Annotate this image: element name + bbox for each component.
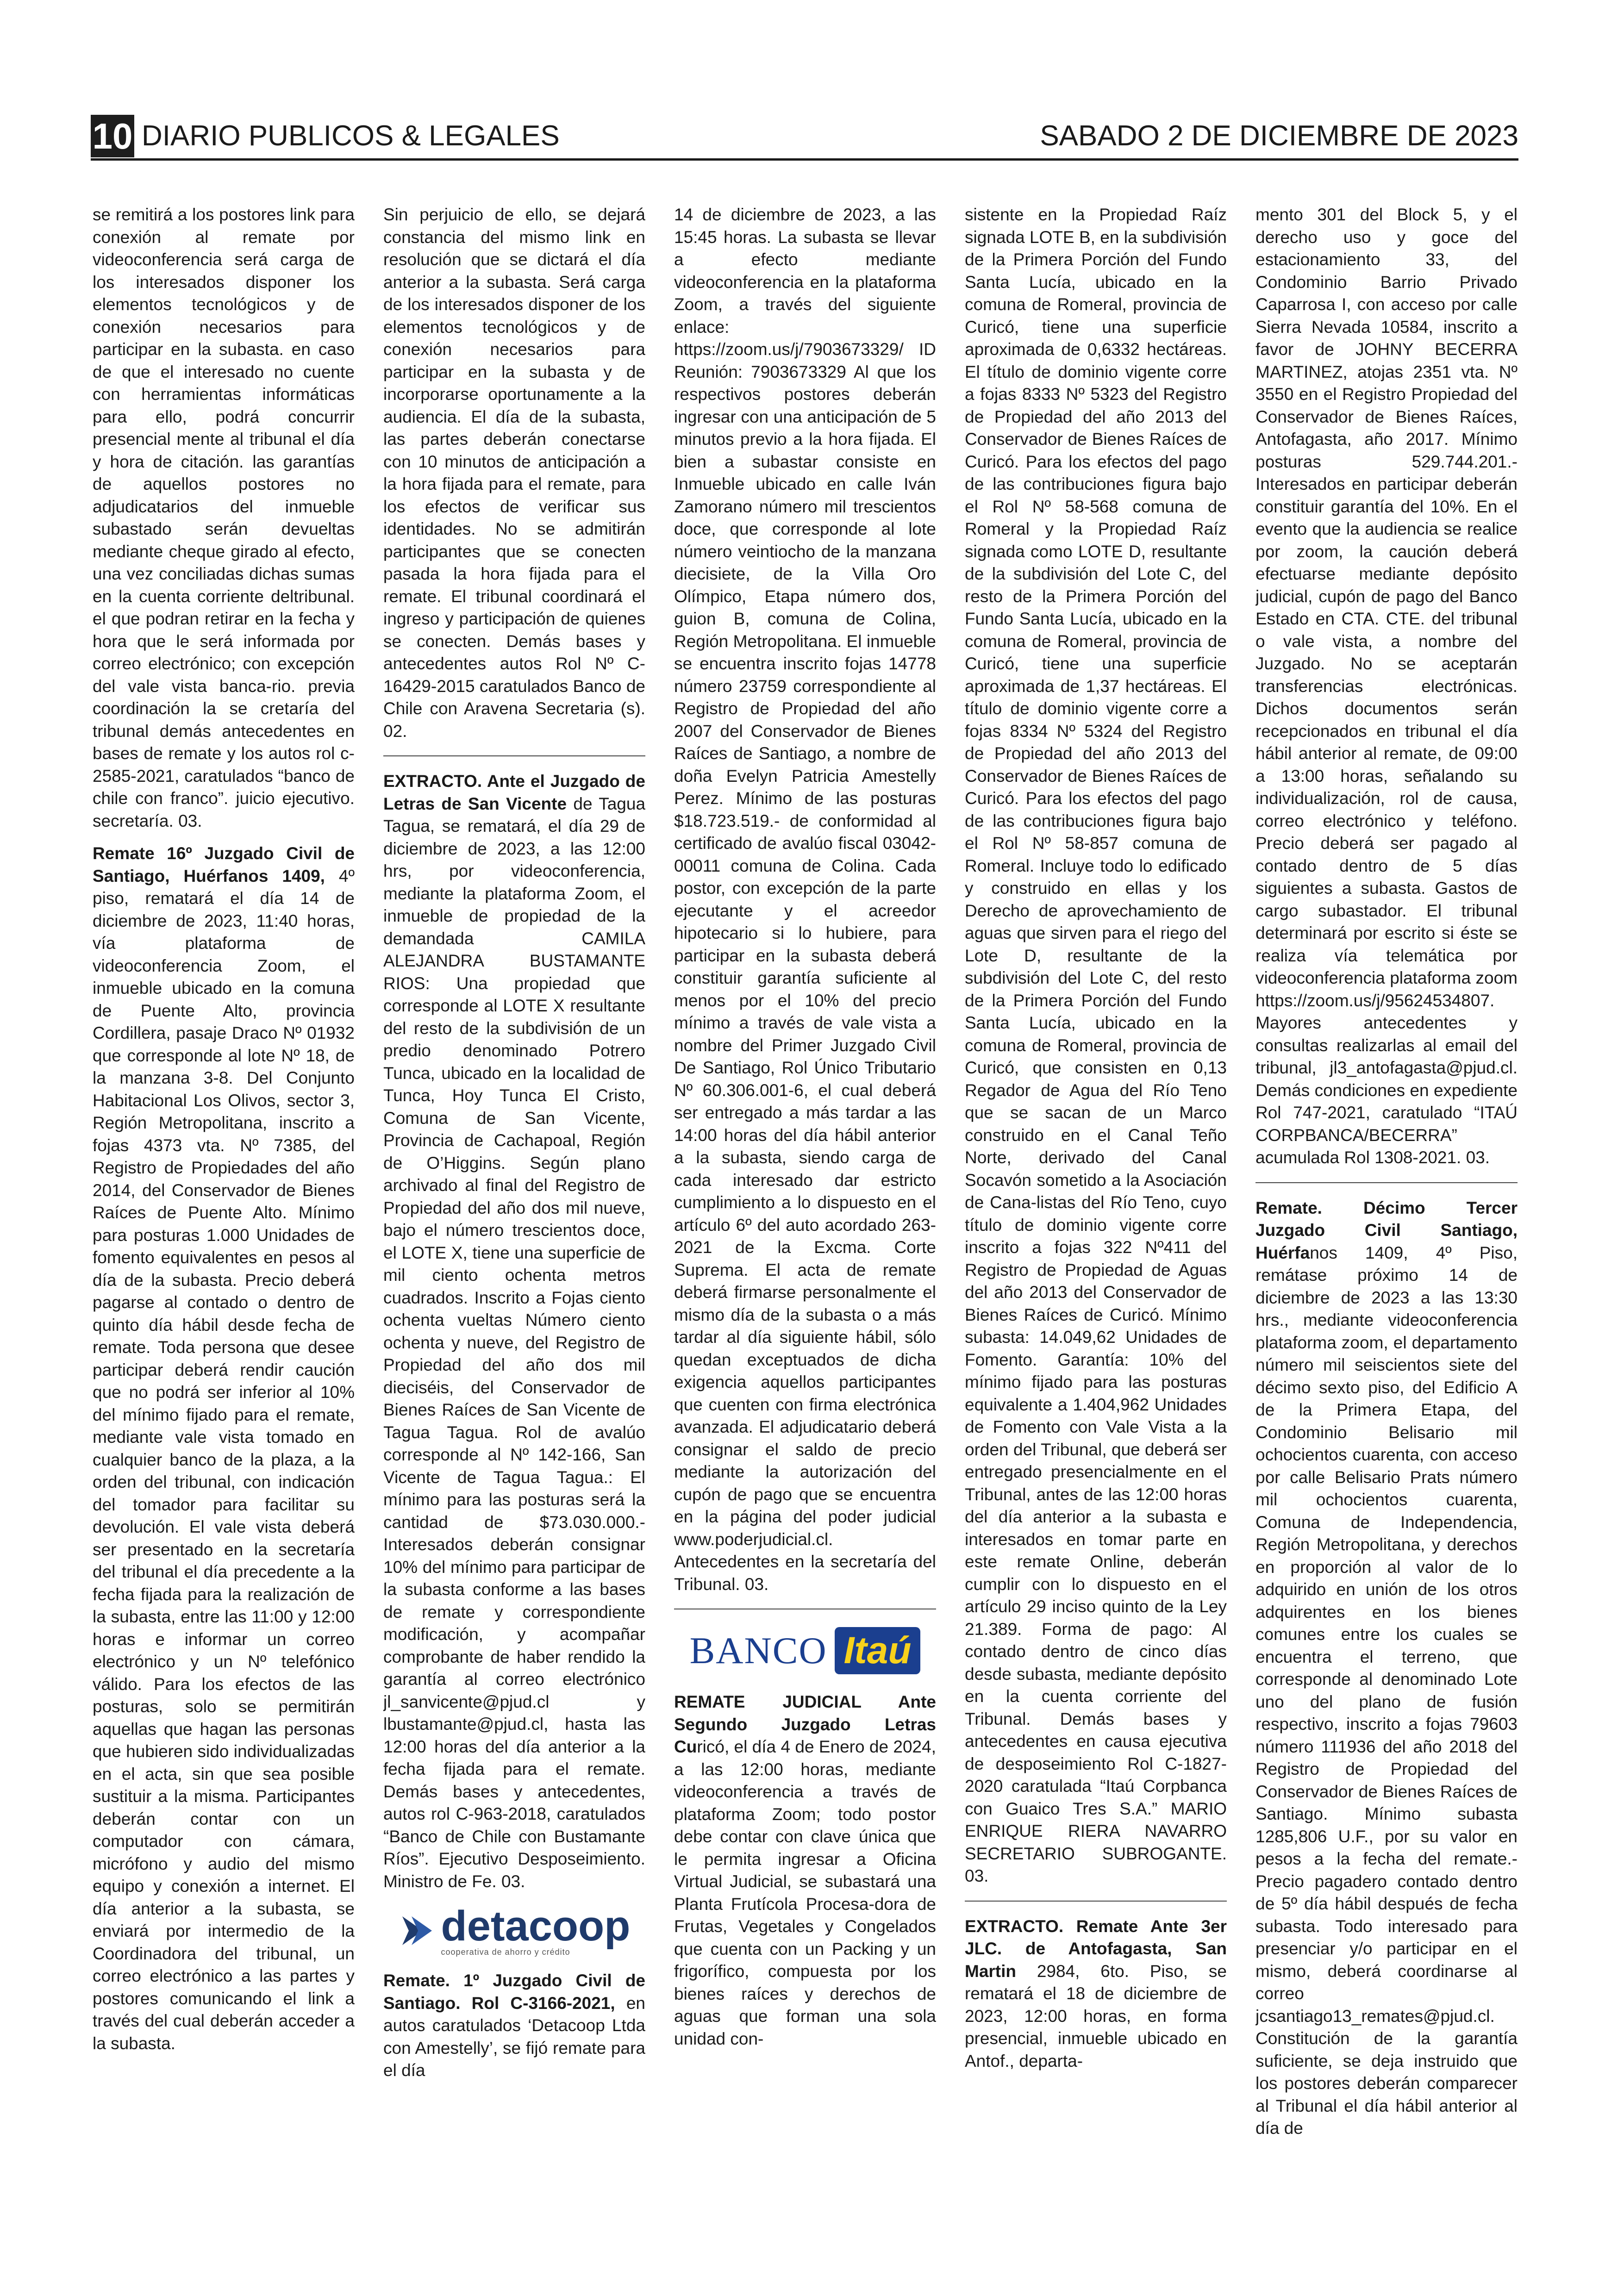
column-3 xyxy=(674,204,936,2259)
detacoop-logo xyxy=(383,1903,645,1958)
notice-text: de Tagua Tagua, se rematará, el día 29 de diciembre de 2023, a las 12:00 hrs, por videoconferencia, mediante la plataforma Zoom, el inmueble de propiedad de la demandada CAMILA ALEJANDRA BUSTAMANTE RIOS: Una propiedad que corresponde al LOTE X resultante del resto de la subdivisión de un predio denominado Potrero Tunca, ubicado en la localidad de Tunca, Hoy Tunca El Cristo, Comuna de San Vicente, Provincia de Cachapoal, Región de O’Higgins. Según plano archivado al final del Registro de Propiedad del año dos mil nueve, bajo el número trescientos doce, el LOTE X, tiene una superficie de mil ciento ochenta metros cuadrados. Inscrito a Fojas ciento ochenta vueltas Número ciento ochenta y nueve, del Registro de Propiedad del año dos mil dieciséis, del Conservador de Bienes Raíces de San Vicente de Tagua Tagua. Rol de avalúo corresponde al Nº 142-166, San Vicente de Tagua Tagua.: El mínimo para las posturas será la cantidad de $73.030.000.- Interesados deberán consignar 10% del mínimo para participar de la subasta conforme a las bases de remate y correspondiente modificación, y acompañar comprobante de haber rendido la garantía al correo electrónico jl_sanvicente@pjud.cl y lbustamante@pjud.cl, hasta las 12:00 horas del día anterior a la fecha fijada para el remate. Demás bases y antecedentes, autos rol C-963-2018, caratulados “Banco de Chile con Bustamante Ríos”. Ejecutivo Desposeimiento. Ministro de Fe. 03. xyxy=(383,794,645,1891)
banco-itau-logo xyxy=(674,1623,936,1678)
page-number: 10 xyxy=(91,115,134,157)
notice xyxy=(965,1915,1227,2073)
column-1 xyxy=(93,204,355,2259)
header-rule xyxy=(91,158,1518,161)
notice xyxy=(1255,1197,1518,2140)
logo-bank-word: BANCO xyxy=(689,1629,827,1671)
divider xyxy=(965,1901,1227,1902)
notice-heading: Remate. Décimo Tercer Juzgado Civil Santiago, Huérfa xyxy=(1255,1198,1518,1262)
notice-text: 2984, 6to. Piso, se rematará el 18 de diciembre de 2023, 12:00 horas, en forma presencial, inmueble ubicado en Antof., departa- xyxy=(965,1961,1227,2070)
column-4 xyxy=(965,204,1227,2259)
notice-text: en autos caratulados ‘Detacoop Ltda con Amestelly’, se fijó remate para el día xyxy=(383,1993,645,2080)
notice-heading: EXTRACTO. Remate Ante 3er JLC. de Antofagasta, San Martin xyxy=(965,1916,1227,1981)
notice-text: Sin perjuicio de ello, se dejará constancia del mismo link en resolución que se dictará el día anterior a la subasta. Será carga de los interesados disponer de los elementos tecnológicos y de conexión necesarios para participar en la subasta y de incorporarse oportunamente a la audiencia. El día de la subasta, las partes deberán conectarse con 10 minutos de anticipación a la hora fijada para el remate, para los efectos de verificar sus identidades. No se admitirán participantes que se conecten pasada la hora fijada para el remate. El tribunal coordinará el ingreso y participación de quienes se conecten. Demás bases y antecedentes autos Rol Nº C-16429-2015 caratulados Banco de Chile con Aravena Secretaria (s). 02. xyxy=(383,205,645,741)
notice-heading: EXTRACTO. Ante el Juzgado de Letras de San Vicente xyxy=(383,772,645,813)
notice-text: sistente en la Propiedad Raíz signada LOTE B, en la subdivisión de la Primera Porción del Fundo Santa Lucía, ubicado en la comuna de Romeral, provincia de Curicó, tiene una superficie aproximada de 0,6332 hectáreas. El título de dominio vigente corre a fojas 8333 Nº 5323 del Registro de Propiedad del año 2013 del Conservador de Bienes Raíces de Curicó. Para los efectos del pago de las contribuciones figura bajo el Rol Nº 58-568 comuna de Romeral y la Propiedad Raíz signada como LOTE D, resultante de la subdivisión del Lote C, del resto de la Primera Porción del Fundo Santa Lucía, ubicado en la comuna de Romeral, provincia de Curicó, tiene una superficie aproximada de 1,37 hectáreas. El título de dominio vigente corre a fojas 8334 Nº 5324 del Registro de Propiedad del año 2013 del Conservador de Bienes Raíces de Curicó. Para los efectos del pago de las contribuciones figura bajo el Rol Nº 58-857 comuna de Romeral. Incluye todo lo edificado y construido en ellas y los Derecho de aprovechamiento de aguas que sirven para el riego del Lote D, resultante de la subdivisión del Lote C, del resto de la Primera Porción del Fundo Santa Lucía, ubicado en la comuna de Romeral, provincia de Curicó, que consisten en 0,13 Regador de Agua del Río Teno que se sacan de un Marco construido en el Canal Teño Norte, derivado del Canal Socavón sometido a la Asociación de Cana-listas del Río Teno, cuyo título de dominio vigente corre inscrito a fojas 322 Nº411 del Registro de Propiedad de Aguas del año 2013 del Conservador de Bienes Raíces de Curicó. Mínimo subasta: 14.049,62 Unidades de Fomento. Garantía: 10% del mínimo fijado para las posturas equivalente a 1.404,962 Unidades de Fomento con Vale Vista a la orden del Tribunal, que deberá ser entregado presencialmente en el Tribunal, antes de las 12:00 horas del día anterior a la subasta e interesados en tomar parte en este remate Online, deberán cumplir con lo dispuesto en el artículo 29 inciso quinto de la Ley 21.389. Forma de pago: Al contado dentro de cinco días desde subasta, mediante depósito en la cuenta corriente del Tribunal. Demás bases y antecedentes en causa ejecutiva de desposeimiento Rol C-1827-2020 caratulada “Itaú Corpbanca con Guaico Tres S.A.” MARIO ENRIQUE RIERA NAVARRO SECRETARIO SUBROGANTE. 03. xyxy=(965,205,1227,1885)
notice-text: mento 301 del Block 5, y el derecho uso y goce del estacionamiento 33, del Condominio Barrio Privado Caparrosa I, con acceso por calle Sierra Nevada 10584, inscrito a favor de JOHNY BECERRA MARTINEZ, atojas 2351 vta. Nº 3550 en el Registro Propiedad del Conservador de Bienes Raíces, Antofagasta, año 2017. Mínimo posturas 529.744.201.- Interesados en participar deberán constituir garantía del 10%. En el evento que la audiencia se realice por zoom, la caución deberá efectuarse mediante depósito judicial, cupón de pago del Banco Estado en CTA. CTE. del tribunal o vale vista, a nombre del Juzgado. No se aceptarán transferencias electrónicas. Dichos documentos serán recepcionados en tribunal el día hábil anterior al remate, de 09:00 a 13:00 horas, señalando su individualización, rol de causa, correo electrónico y teléfono. Precio deberá ser pagado al contado dentro de 5 días siguientes a subasta. Gastos de cargo subastador. El tribunal determinará por escrito si éste se realiza vía telemática por videoconferencia plataforma zoom https://zoom.us/j/95624534807. Mayores antecedentes y consultas realizarlas al email del tribunal, jl3_antofagasta@pjud.cl. Demás condiciones en expediente Rol 747-2021, caratulado “ITAÚ CORPBANCA/BECERRA” acumulada Rol 1308-2021. 03. xyxy=(1255,205,1518,1167)
divider xyxy=(1255,1182,1518,1183)
divider xyxy=(383,755,645,756)
notice xyxy=(93,842,355,2055)
notice xyxy=(383,1970,645,2082)
column-5 xyxy=(1255,204,1518,2259)
logo-brand-word: Itaú xyxy=(835,1627,921,1674)
notice-heading: Remate 16º Juzgado Civil de Santiago, Huérfanos 1409, xyxy=(93,844,355,886)
notice-text: se remitirá a los postores link para conexión al remate por videoconferencia será carga de los interesados disponer los elementos tecnológicos y de conexión necesarios para participar en la subasta. en caso de que el interesado no cuente con herramientas informáticas para ello, podrá concurrir presencial mente al tribunal el día y hora de citación. las garantías de aquellos postores no adjudicatarios del inmueble subastado serán devueltas mediante cheque girado al efecto, una vez conciliadas dichas sumas en la cuenta corriente deltribunal. el que podran retirar en la fecha y hora que le será informada por correo electrónico; con excepción del vale vista banca-rio. previa coordinación la se cretaría del tribunal demás antecedentes en bases de remate y los autos rol c-2585-2021, caratulados “banco de chile con franco”. juicio ejecutivo. secretaría. 03. xyxy=(93,205,355,830)
notice xyxy=(383,770,645,1893)
notice-text: 14 de diciembre de 2023, a las 15:45 horas. La subasta se llevar a efecto mediante videoconferencia en la plataforma Zoom, a través del siguiente enlace: https://zoom.us/j/7903673329/ ID Reunión: 7903673329 Al que los respectivos postores deberán ingresar con una anticipación de 5 minutos previo a la hora fijada. El bien a subastar consiste en Inmueble ubicado en calle Iván Zamorano número mil trescientos doce, que corresponde al lote número veintiocho de la manzana diecisiete, de la Villa Oro Olímpico, Etapa número dos, guion B, comuna de Colina, Región Metropolitana. El inmueble se encuentra inscrito fojas 14778 número 23759 correspondiente al Registro de Propiedad del año 2007 del Conservador de Bienes Raíces de Santiago, a nombre de doña Evelyn Patricia Amestelly Perez. Mínimo de las posturas $18.723.519.- de conformidad al certificado de avalúo fiscal 03042- 00011 comuna de Colina. Cada postor, con excepción de la parte ejecutante y el acreedor hipotecario si lo hubiere, para participar en la subasta deberá constituir garantía suficiente al menos por el 10% del precio mínimo a través de vale vista a nombre del Primer Juzgado Civil De Santiago, Rol Único Tributario Nº 60.306.001-6, el cual deberá ser entregado a más tardar a las 14:00 horas del día hábil anterior a la subasta, siendo carga de cada interesado dar estricto cumplimiento a lo dispuesto en el artículo 6º del auto acordado 263-2021 de la Excma. Corte Suprema. El acta de remate deberá firmarse personalmente el mismo día de la subasta o a más tardar al día siguiente hábil, sólo quedan exceptuados de dicha exigencia aquellos participantes que cuenten con firma electrónica avanzada. El adjudicatario deberá consignar el saldo de precio mediante la autorización del cupón de pago que se encuentra en la página del poder judicial www.poderjudicial.cl. Antecedentes en la secretaría del Tribunal. 03. xyxy=(674,205,936,1594)
detacoop-name: detacoop xyxy=(441,1902,631,1950)
notice-text: nos 1409, 4º Piso, remátase próximo 14 de diciembre de 2023 a las 13:30 hrs., mediante videoconferencia plataforma zoom, el departamento número mil seiscientos siete del décimo sexto piso, del Edificio A de la Primera Etapa, del Condominio Belisario mil ochocientos cuarenta, con acceso por calle Belisario Prats número mil ochocientos cuarenta, Comuna de Independencia, Región Metropolitana, y derechos en proporción al valor de lo adquirido en unión de los otros adquirentes en los bienes comunes entre los cuales se encuentra el terreno, que corresponde al denominado Lote uno del plano de fusión respectivo, inscrito a fojas 79603 número 111936 del año 2018 del Registro de Propiedad del Conservador de Bienes Raíces de Santiago. Mínimo subasta 1285,806 U.F., por su valor en pesos a la fecha del remate.- Precio pagadero contado dentro de 5º día hábil después de fecha subasta. Todo interesado para presenciar y/o participar en el mismo, deberá coordinarse al correo jcsantiago13_remates@pjud.cl. Constitución de la garantía suficiente, se deja instruido que los postores deberán comparecer al Tribunal el día hábil anterior al día de xyxy=(1255,1243,1518,2138)
column-2 xyxy=(383,204,645,2259)
notice xyxy=(674,1691,936,2050)
notice-text: ricó, el día 4 de Enero de 2024, a las 12:00 horas, mediante videoconferencia a través de plataforma Zoom; todo postor debe contar con clave única que le permita ingresar a Oficina Virtual Judicial, se subastará una Planta Frutícola Procesa-dora de Frutas, Vegetales y Congelados que cuenta con un Packing y un frigorífico, compuesta por los bienes raíces y derechos de aguas que forman una sola unidad con- xyxy=(674,1737,936,2048)
notice-heading: Remate. 1º Juzgado Civil de Santiago. Rol C-3166-2021, xyxy=(383,1971,645,2013)
notice-heading: REMATE JUDICIAL Ante Segundo Juzgado Letras Cu xyxy=(674,1692,936,1756)
detacoop-tagline: cooperativa de ahorro y crédito xyxy=(441,1947,570,1957)
columns xyxy=(93,204,1518,2259)
page-header xyxy=(91,115,1518,157)
section-title: DIARIO PUBLICOS & LEGALES xyxy=(142,120,560,152)
notice-text: 4º piso, rematará el día 14 de diciembre de 2023, 11:40 horas, vía plataforma de videoconferencia Zoom, el inmueble ubicado en la comuna de Puente Alto, provincia Cordillera, pasaje Draco Nº 01932 que corresponde al lote Nº 18, de la manzana 3-8. Del Conjunto Habitacional Los Olivos, sector 3, Región Metropolitana, inscrito a fojas 4373 vta. Nº 7385, del Registro de Propiedades del año 2014, del Conservador de Bienes Raíces de Puente Alto. Mínimo para posturas 1.000 Unidades de fomento equivalentes en pesos al día de la subasta. Precio deberá pagarse al contado o dentro de quinto día hábil desde fecha de remate. Toda persona que desee participar deberá rendir caución que no podrá ser inferior al 10% del mínimo fijado para el remate, mediante vale vista tomado en cualquier banco de la plaza, a la orden del tribunal, con indicación del tomador para facilitar su devolución. El vale vista deberá ser presentado en la secretaría del tribunal el día precedente a la fecha fijada para la realización de la subasta, entre las 11:00 y 12:00 horas e informar un correo electrónico y un Nº telefónico válido. Para los efectos de las posturas, solo se permitirán aquellas que hagan las personas que hubieren sido individualizadas en el acta, sin que sea posible sustituir a la misma. Participantes deberán contar con un computador con cámara, micrófono y audio del mismo equipo y conexión a internet. El día anterior a la subasta, se enviará por intermedio de la Coordinadora del tribunal, un correo electrónico a las partes y postores comunicando el link a través del cual deberán acceder a la subasta. xyxy=(93,866,355,2053)
issue-date: SABADO 2 DE DICIEMBRE DE 2023 xyxy=(1040,120,1518,152)
detacoop-mark-icon xyxy=(399,1913,435,1949)
